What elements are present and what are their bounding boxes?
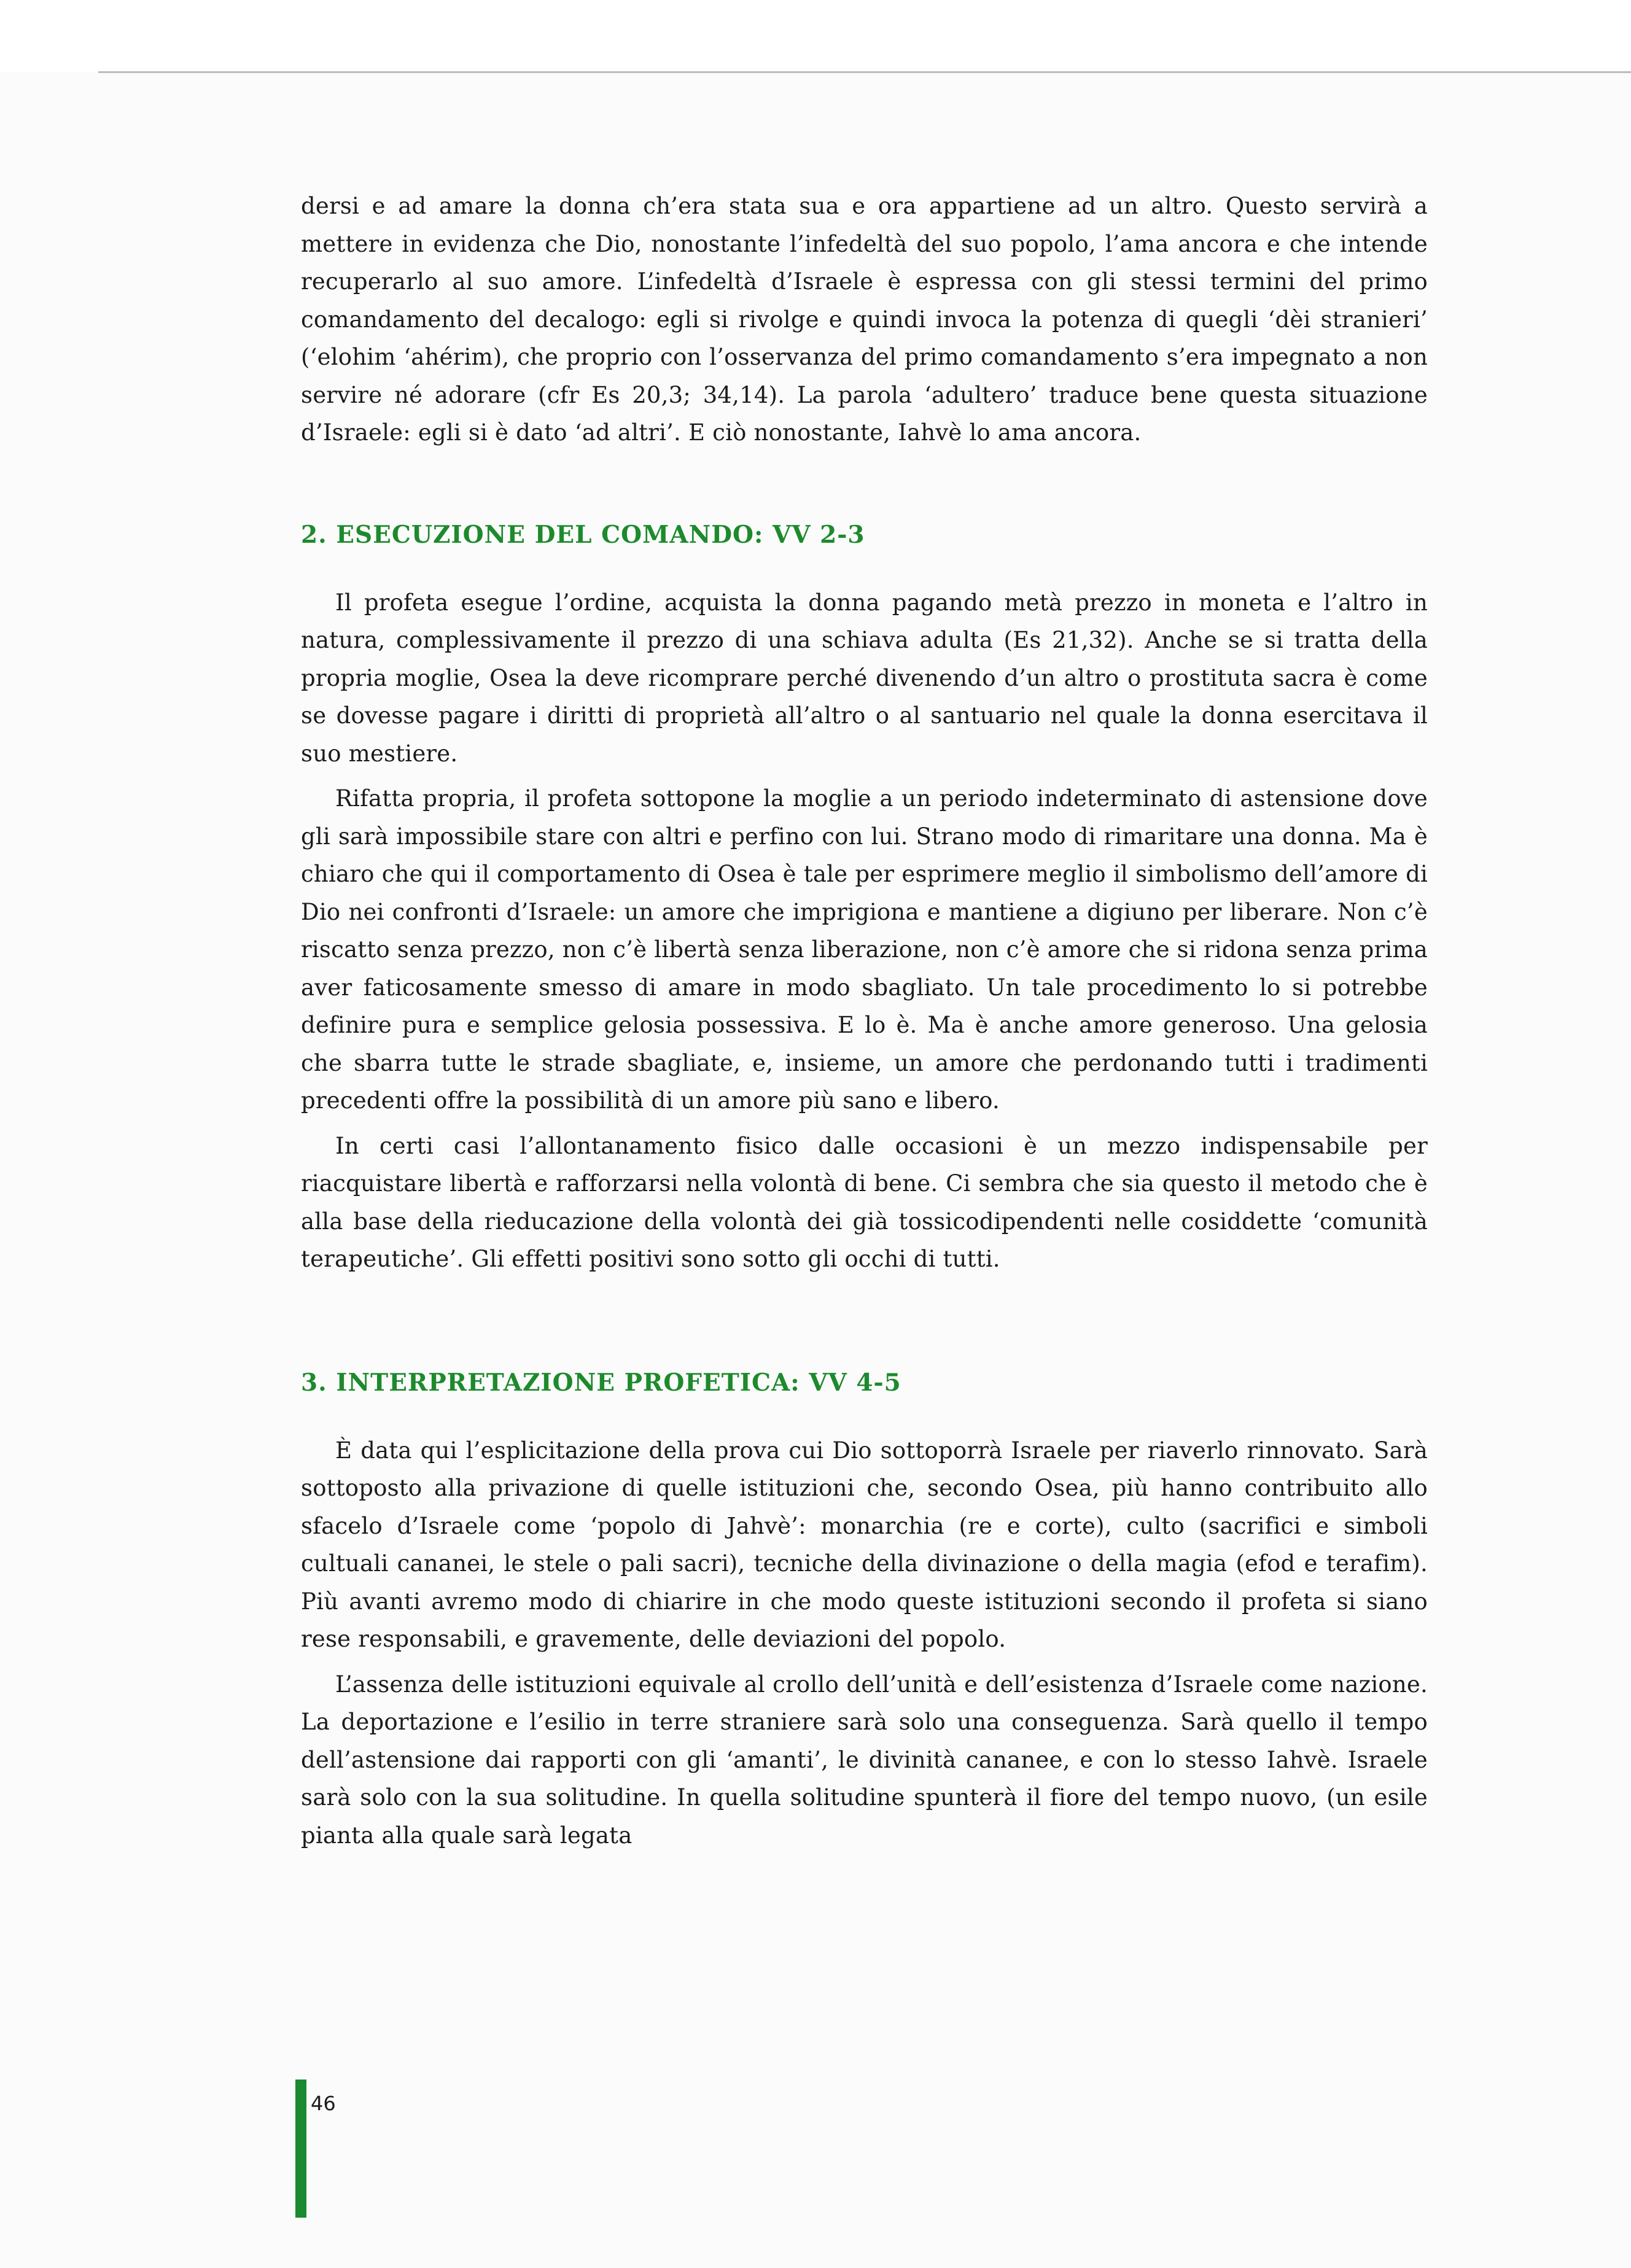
section3-paragraph-1: È data qui l’esplicitazione della prova cui Dio sottoporrà Israele per riaverlo rinnovato. Sarà sottoposto alla privazione di quelle istituzioni che, secondo Osea, più hanno contribuito allo sfacelo d’Israele come ‘popolo di Jahvè’: monarchia (re e corte), culto (sacrifici e simboli cultuali cananei, le stele o pali sacri), tecniche della divinazione o della magia (efod e terafim). Più avanti avremo modo di chiarire in che modo queste istituzioni secondo il profeta si siano rese responsabili, e gravemente, delle deviazioni del popolo. (301, 1437, 1428, 1652)
section-heading-interpretazione: 3. INTERPRETAZIONE PROFETICA: VV 4-5 (301, 1368, 901, 1397)
section2-paragraph-3: In certi casi l’allontanamento fisico dalle occasioni è un mezzo indispensabile per riacquistare libertà e rafforzarsi nella volontà di bene. Ci sembra che sia questo il metodo che è alla base della rieducazione della volontà dei già tossicodipendenti nelle cosiddette ‘comunità terapeutiche’. Gli effetti positivi sono sotto gli occhi di tutti. (301, 1132, 1428, 1272)
scan-top-margin (0, 0, 1631, 72)
page-top-edge (98, 71, 1631, 73)
intro-paragraph: dersi e ad amare la donna ch’era stata sua e ora appartiene ad un altro. Questo servirà a mettere in evidenza che Dio, nonostante l’infedeltà del suo popolo, l’ama ancora e che intende recuperarlo al suo amore. L’infedeltà d’Israele è espressa con gli stessi termini del primo comandamento del decalogo: egli si rivolge e quindi invoca la potenza di quegli ‘dèi stranieri’ (‘elohim ‘ahérim), che proprio con l’osservanza del primo comandamento s’era impegnato a non servire né adorare (cfr Es 20,3; 34,14). La parola ‘adultero’ traduce bene questa situazione d’Israele: egli si è dato ‘ad altri’. E ciò nonostante, Iahvè lo ama ancora. (301, 193, 1428, 446)
section2-paragraph-1: Il profeta esegue l’ordine, acquista la donna pagando metà prezzo in moneta e l’altro in natura, complessivamente il prezzo di una schiava adulta (Es 21,32). Anche se si tratta della propria moglie, Osea la deve ricomprare perché divenendo d’un altro o prostituta sacra è come se dovesse pagare i diritti di proprietà all’altro o al santuario nel quale la donna esercitava il suo mestiere. (301, 589, 1428, 767)
page-number-bar (295, 2080, 306, 2218)
page-number: 46 (311, 2092, 336, 2115)
section3-paragraph-2: L’assenza delle istituzioni equivale al crollo dell’unità e dell’esistenza d’Israele come nazione. La deportazione e l’esilio in terre straniere sarà solo una conseguenza. Sarà quello il tempo dell’astensione dai rapporti con gli ‘amanti’, le divinità cananee, e con lo stesso Iahvè. Israele sarà solo con la sua solitudine. In quella solitudine spunterà il fiore del tempo nuovo, (un esile pianta alla quale sarà legata (301, 1671, 1428, 1849)
section-heading-esecuzione: 2. ESECUZIONE DEL COMANDO: VV 2-3 (301, 520, 865, 549)
section2-paragraph-2: Rifatta propria, il profeta sottopone la moglie a un periodo indeterminato di astensione dove gli sarà impossibile stare con altri e perfino con lui. Strano modo di rimaritare una donna. Ma è chiaro che qui il comportamento di Osea è tale per esprimere meglio il simbolismo dell’amore di Dio nei confronti d’Israele: un amore che imprigiona e mantiene a digiuno per liberare. Non c’è riscatto senza prezzo, non c’è libertà senza liberazione, non c’è amore che si ridona senza prima aver faticosamente smesso di amare in modo sbagliato. Un tale procedimento lo si potrebbe definire pura e semplice gelosia possessiva. E lo è. Ma è anche amore generoso. Una gelosia che sbarra tutte le strade sbagliate, e, insieme, un amore che perdonando tutti i tradimenti precedenti offre la possibilità di un amore più sano e libero. (301, 785, 1428, 1114)
page-body (301, 187, 1428, 1854)
